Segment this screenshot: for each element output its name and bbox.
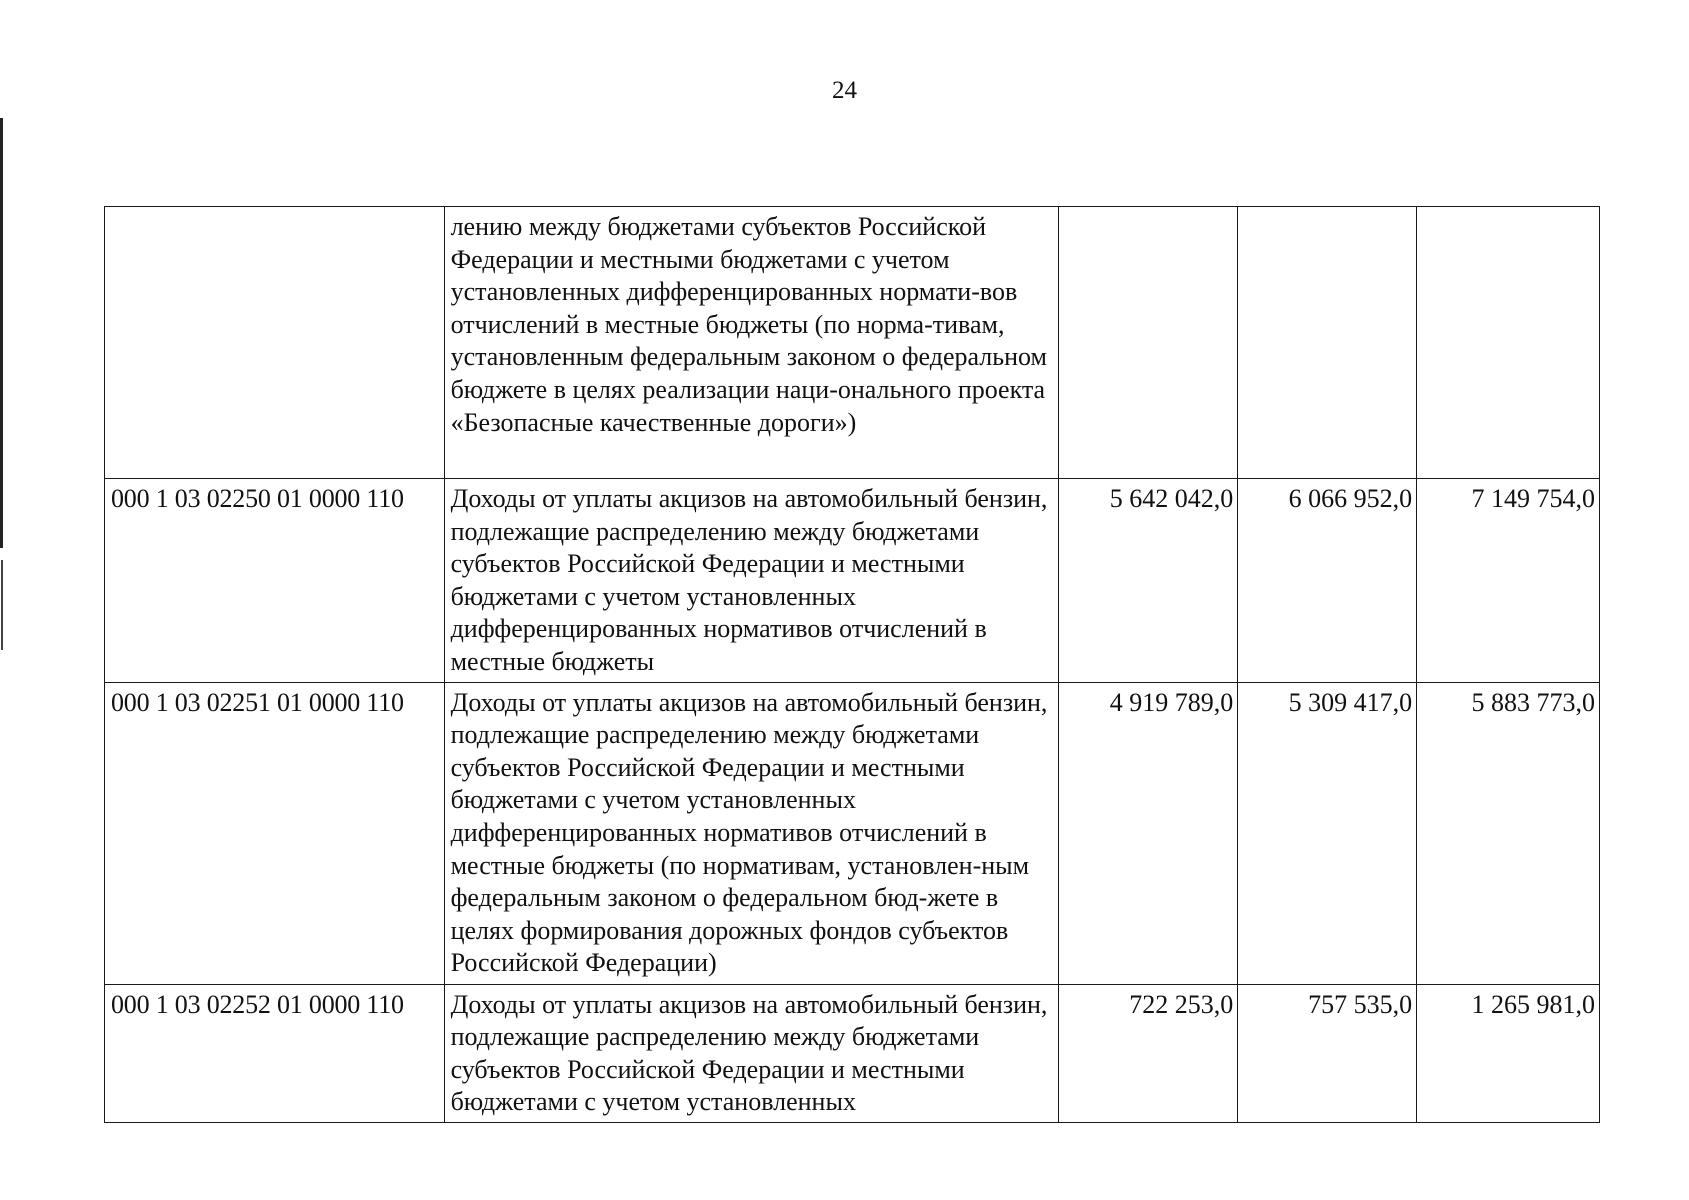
revenue-code-cell <box>105 984 445 1122</box>
revenue-code: 000 1 03 02250 01 0000 110 <box>111 484 404 513</box>
revenue-description: Доходы от уплаты акцизов на автомобильный бензин, подлежащие распределению между бюджетами субъектов Российской Федерации и местными бюджетами с учетом установленных дифференцированных нормативов отчислений в местные бюджеты (по нормативам, установлен-ным федеральным законом о федеральном бюд-жете в целях формирования дорожных фондов субъектов Российской Федерации) <box>450 687 1048 978</box>
amount-cell-2 <box>1238 984 1417 1122</box>
amount-cell-1 <box>1059 984 1238 1122</box>
amount-value: 5 642 042,0 <box>1109 484 1234 513</box>
amount-cell-1 <box>1059 682 1238 984</box>
table-row <box>105 479 1600 683</box>
amount-value: 5 309 417,0 <box>1288 687 1413 717</box>
revenue-code: 000 1 03 02252 01 0000 110 <box>111 989 404 1019</box>
amount-value: 5 883 773,0 <box>1471 687 1595 717</box>
revenue-code-cell <box>105 207 445 479</box>
revenue-description-cell <box>444 984 1059 1122</box>
scan-edge-mark <box>1 560 3 650</box>
amount-cell-3 <box>1417 682 1600 984</box>
amount-value: 722 253,0 <box>1129 989 1234 1019</box>
revenue-code: 000 1 03 02251 01 0000 110 <box>111 687 404 717</box>
revenue-code-cell <box>105 479 445 683</box>
revenue-description-cell <box>444 682 1059 984</box>
revenue-description-cell <box>444 207 1059 479</box>
amount-cell-2 <box>1238 479 1417 683</box>
budget-revenue-table <box>104 206 1600 1123</box>
page-number: 24 <box>832 77 857 104</box>
amount-value: 1 265 981,0 <box>1471 989 1595 1019</box>
revenue-code-cell <box>105 682 445 984</box>
amount-cell-1 <box>1059 207 1238 479</box>
amount-cell-3 <box>1417 984 1600 1122</box>
scan-edge-mark <box>0 118 3 548</box>
amount-value: 6 066 952,0 <box>1288 484 1413 513</box>
amount-cell-2 <box>1238 207 1417 479</box>
amount-cell-3 <box>1417 479 1600 683</box>
revenue-description-cell <box>444 479 1059 683</box>
revenue-description: Доходы от уплаты акцизов на автомобильный бензин, подлежащие распределению между бюджетами субъектов Российской Федерации и местными бюджетами с учетом установленных дифференцированных нормативов отчислений в местные бюджеты <box>450 484 1048 676</box>
amount-cell-1 <box>1059 479 1238 683</box>
amount-cell-3 <box>1417 207 1600 479</box>
table-row <box>105 207 1600 479</box>
table-row <box>105 984 1600 1122</box>
amount-cell-2 <box>1238 682 1417 984</box>
amount-value: 4 919 789,0 <box>1109 687 1234 717</box>
table-row <box>105 682 1600 984</box>
amount-value: 757 535,0 <box>1308 989 1413 1019</box>
revenue-description: лению между бюджетами субъектов Российской Федерации и местными бюджетами с учетом установленных дифференцированных нормати-вов отчислений в местные бюджеты (по норма-тивам, установленным федеральным законом о федеральном бюджете в целях реализации наци-онального проекта «Безопасные качественные дороги») <box>450 212 1047 437</box>
amount-value: 7 149 754,0 <box>1471 484 1595 513</box>
revenue-description: Доходы от уплаты акцизов на автомобильный бензин, подлежащие распределению между бюджетами субъектов Российской Федерации и местными бюджетами с учетом установленных <box>450 989 1048 1117</box>
